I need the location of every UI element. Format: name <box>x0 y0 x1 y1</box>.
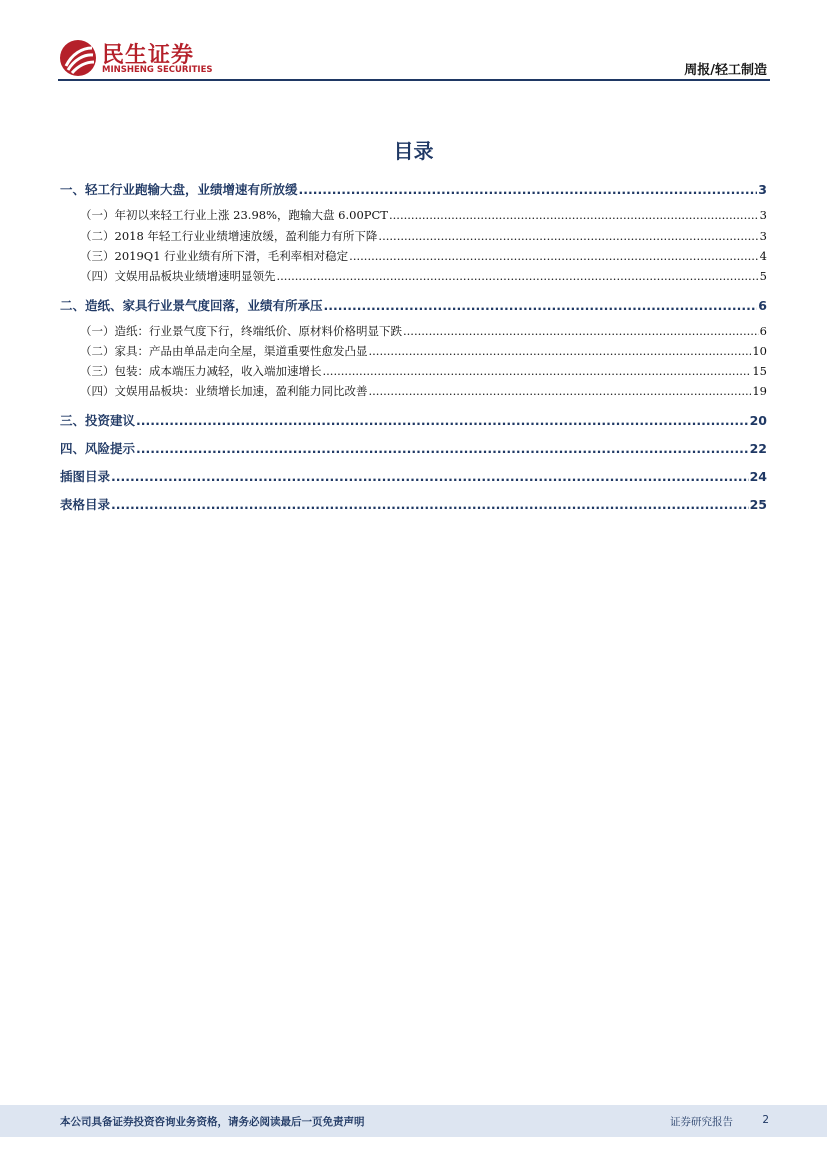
toc-entry-page: 6 <box>759 324 767 338</box>
toc-leader-dots <box>299 182 758 197</box>
toc-leader-dots <box>136 413 749 428</box>
toc-entry-tables[interactable] <box>60 495 767 513</box>
toc-entry-page: 15 <box>752 364 767 378</box>
logo-text-en: MINSHENG SECURITIES <box>102 65 213 75</box>
toc-leader-dots <box>111 469 749 484</box>
toc-entry-page: 19 <box>752 384 767 398</box>
toc-leader-dots <box>389 208 759 222</box>
toc-entry-page: 22 <box>749 441 767 456</box>
toc-leader-dots <box>349 249 759 263</box>
toc-entry-page: 4 <box>759 249 767 263</box>
toc-leader-dots <box>403 324 759 338</box>
footer-doc-type: 证券研究报告 <box>670 1116 733 1128</box>
toc-entry-label: 插图目录 <box>60 469 111 484</box>
toc-entry-label: （二）2018 年轻工行业业绩增速放缓，盈利能力有所下降 <box>80 229 378 243</box>
toc-leader-dots <box>324 298 758 313</box>
toc-leader-dots <box>369 344 752 358</box>
toc-entry-2-1[interactable] <box>80 323 767 341</box>
toc-entry-page: 6 <box>758 298 767 313</box>
page-footer <box>0 1105 827 1137</box>
toc-entry-label: 三、投资建议 <box>60 413 136 428</box>
toc-entry-label: （三）包装：成本端压力减轻，收入端加速增长 <box>80 364 322 378</box>
toc-entry-page: 3 <box>759 229 767 243</box>
toc-entry-label: 表格目录 <box>60 497 111 512</box>
toc-title: 目录 <box>393 139 434 163</box>
company-logo <box>58 38 218 78</box>
toc-leader-dots <box>136 441 749 456</box>
toc-entry-2-2[interactable] <box>80 343 767 361</box>
toc-entry-page: 3 <box>759 208 767 222</box>
toc-entry-2-3[interactable] <box>80 363 767 381</box>
toc-entry-label: 四、风险提示 <box>60 441 136 456</box>
toc-entry-page: 5 <box>759 269 767 283</box>
toc-entry-1-2[interactable] <box>80 228 767 246</box>
footer-disclaimer: 本公司具备证券投资咨询业务资格，请务必阅读最后一页免责声明 <box>60 1116 365 1128</box>
toc-entry-figures[interactable] <box>60 467 767 485</box>
toc-entry-page: 10 <box>752 344 767 358</box>
toc-leader-dots <box>277 269 759 283</box>
toc-entry-page: 24 <box>749 469 767 484</box>
toc-entry-page: 25 <box>749 497 767 512</box>
toc-entry-4[interactable] <box>60 439 767 457</box>
toc-entry-page: 3 <box>758 182 767 197</box>
toc-entry-label: （一）年初以来轻工行业上涨 23.98%，跑输大盘 6.00PCT <box>80 208 388 222</box>
toc-entry-label: 二、造纸、家具行业景气度回落，业绩有所承压 <box>60 298 323 313</box>
toc-entry-2[interactable] <box>60 296 767 314</box>
toc-entry-label: （四）文娱用品板块业绩增速明显领先 <box>80 269 276 283</box>
toc-entry-label: （二）家具：产品由单品走向全屋，渠道重要性愈发凸显 <box>80 344 368 358</box>
toc-entry-page: 20 <box>749 413 767 428</box>
toc-leader-dots <box>111 497 749 512</box>
toc-leader-dots <box>378 229 758 243</box>
footer-page-number: 2 <box>762 1114 769 1126</box>
toc-entry-1-3[interactable] <box>80 248 767 266</box>
toc-entry-label: （三）2019Q1 行业业绩有所下滑，毛利率相对稳定 <box>80 249 349 263</box>
toc-entry-1[interactable] <box>60 180 767 198</box>
logo-text-cn: 民生证券 <box>102 43 195 68</box>
toc-entry-label: 一、轻工行业跑输大盘，业绩增速有所放缓 <box>60 182 298 197</box>
report-type-label: 周报/轻工制造 <box>684 63 767 78</box>
toc-entry-2-4[interactable] <box>80 383 767 401</box>
logo-emblem-icon <box>58 38 98 78</box>
toc-leader-dots <box>323 364 752 378</box>
toc-entry-label: （四）文娱用品板块：业绩增长加速，盈利能力同比改善 <box>80 384 368 398</box>
toc-leader-dots <box>369 384 752 398</box>
page-header <box>0 0 827 84</box>
toc-entry-1-4[interactable] <box>80 268 767 286</box>
toc-entry-1-1[interactable] <box>80 207 767 225</box>
header-divider <box>58 79 770 81</box>
toc-entry-3[interactable] <box>60 411 767 429</box>
toc-entry-label: （一）造纸：行业景气度下行，终端纸价、原材料价格明显下跌 <box>80 324 402 338</box>
